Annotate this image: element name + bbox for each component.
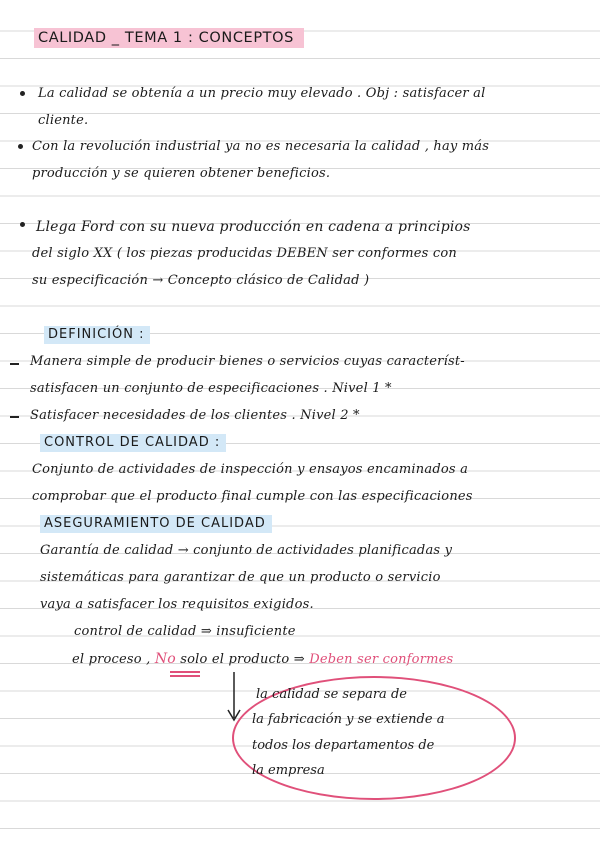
bullet-dot [20,91,25,96]
bullet-dot [20,222,25,227]
dash-marker [10,416,19,418]
aseguramiento-line-1: Garantía de calidad → conjunto de actividades planificadas y [40,543,453,558]
bullet-2-line-1: Con la revolución industrial ya no es necesaria la calidad , hay más [32,139,490,154]
control-line-2: comprobar que el producto final cumple con las especificaciones [32,489,473,504]
definicion-item-1-line-1: Manera simple de producir bienes o servicios cuyas característ- [30,354,465,369]
bullet-3-line-3: su especificación → Concepto clásico de Calidad ) [32,273,370,288]
no-underline [170,675,200,677]
aseguramiento-line-4: control de calidad ⇒ insuficiente [74,624,296,639]
bullet-3-line-1: Llega Ford con su nueva producción en cadena a principios [36,219,471,235]
no-emphasis: No [154,651,176,667]
aseguramiento-line-2: sistemáticas para garantizar de que un producto o servicio [40,570,441,585]
control-heading: CONTROL DE CALIDAD : [40,434,226,452]
bullet-dot [18,144,23,149]
ellipse-line-3: todos los departamentos de [252,738,435,753]
aseguramiento-heading: ASEGURAMIENTO DE CALIDAD [40,515,272,533]
definicion-item-2: Satisfacer necesidades de los clientes . Nivel 2 * [30,408,360,423]
control-line-1: Conjunto de actividades de inspección y ensayos encaminados a [32,462,469,477]
proceso-text: el proceso , [72,652,151,667]
bullet-1-line-1: La calidad se obtenía a un precio muy elevado . Obj : satisfacer al [38,86,486,101]
ellipse-line-2: la fabricación y se extiende a [252,712,445,727]
aseguramiento-line-3: vaya a satisfacer los requisitos exigidos. [40,597,314,612]
page-title: CALIDAD _ TEMA 1 : CONCEPTOS [34,28,304,48]
definicion-item-1-line-2: satisfacen un conjunto de especificaciones . Nivel 1 * [30,381,392,396]
dash-marker [10,363,19,365]
aseguramiento-line-5 [72,651,453,667]
definicion-heading: DEFINICIÓN : [44,326,150,344]
bullet-1-line-2: cliente. [38,113,89,128]
producto-text: solo el producto ⇒ [180,652,305,667]
ellipse-line-4: la empresa [252,763,325,778]
bullet-2-line-2: producción y se quieren obtener beneficios. [32,166,331,181]
deben-conformes-text: Deben ser conformes [309,652,454,667]
no-underline [170,671,200,673]
bullet-3-line-2: del siglo XX ( los piezas producidas DEBEN ser conformes con [32,246,457,261]
ellipse-line-1: la calidad se separa de [256,687,407,702]
